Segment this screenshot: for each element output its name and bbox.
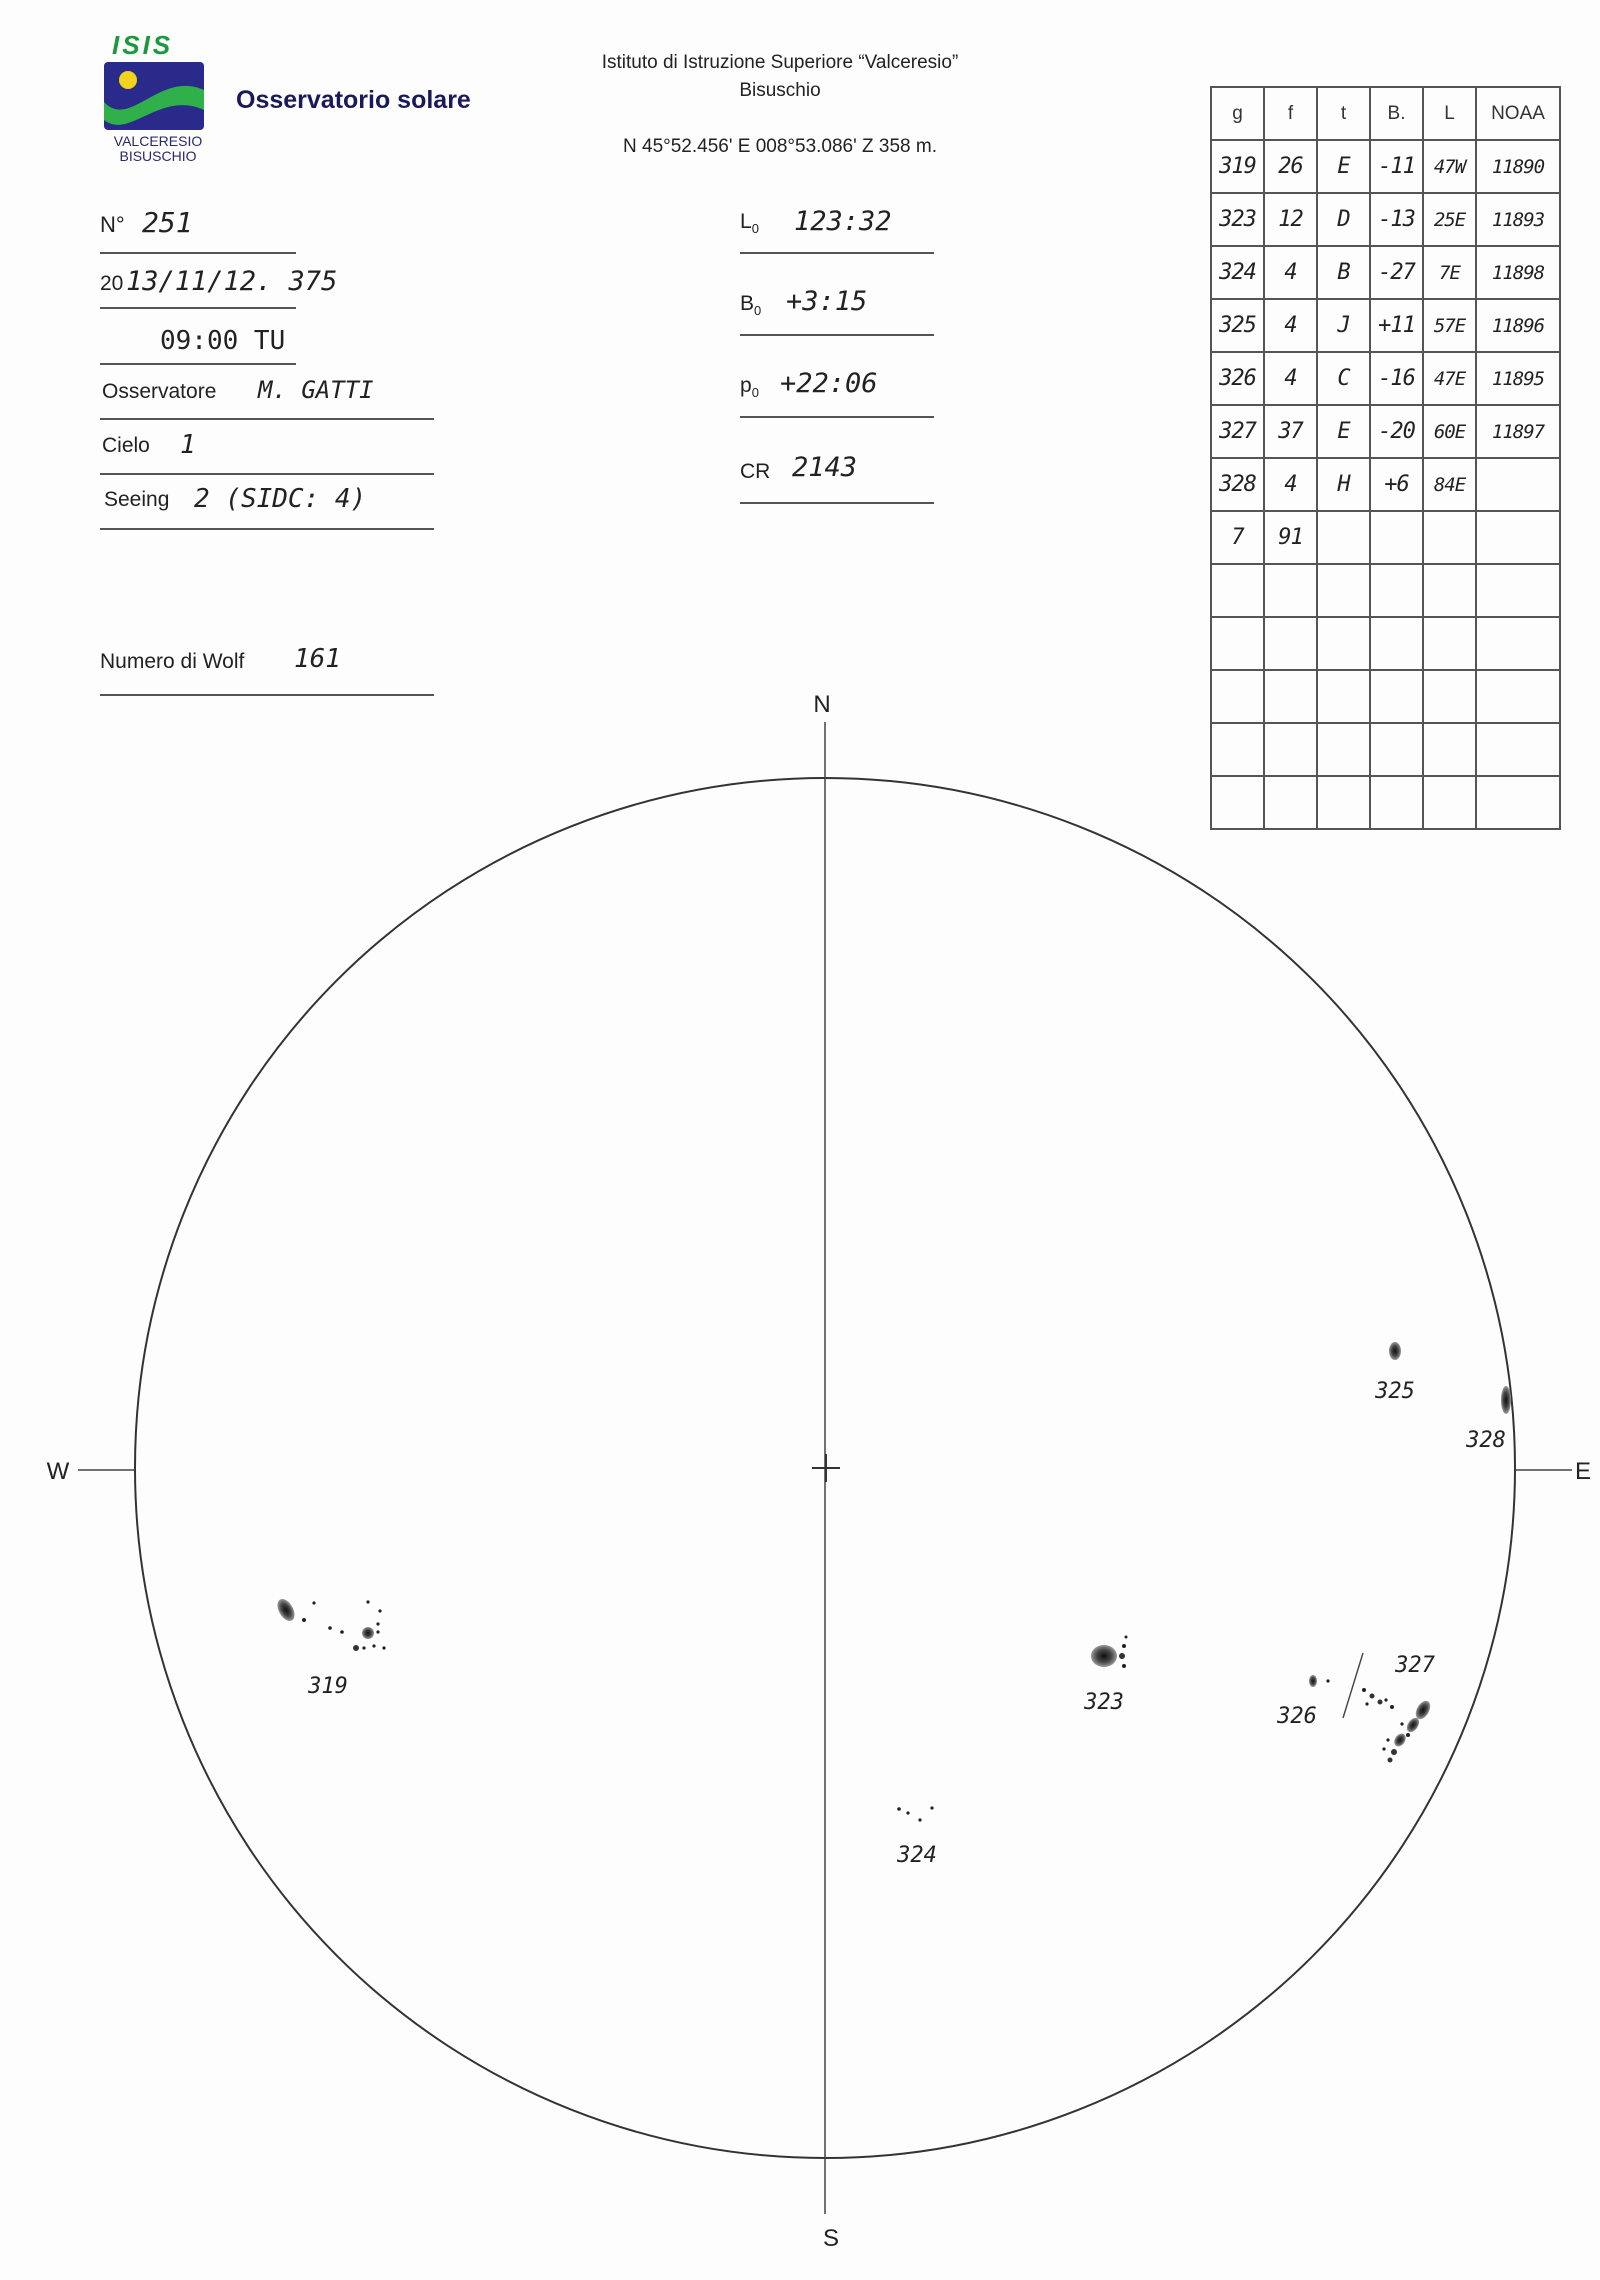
- cell-b: -11: [1370, 140, 1423, 193]
- cell-f: 12: [1264, 193, 1317, 246]
- l0-label-text: L: [740, 210, 752, 233]
- date-prefix: 20: [100, 272, 124, 295]
- cell-b: -27: [1370, 246, 1423, 299]
- cell-b: +11: [1370, 299, 1423, 352]
- cell-f: 4: [1264, 352, 1317, 405]
- cell-g: 325: [1211, 299, 1264, 352]
- b0-value: +3:15: [786, 286, 868, 317]
- south-label: S: [822, 2225, 840, 2252]
- cell-l: 47E: [1423, 352, 1476, 405]
- number-value: 251: [142, 206, 193, 239]
- sunspot-group-326: [1309, 1675, 1330, 1687]
- cell-noaa: 11890: [1476, 140, 1560, 193]
- sky-value: 1: [180, 430, 196, 460]
- group-label-326: 326: [1277, 1704, 1317, 1729]
- cr-label: CR: [740, 460, 771, 483]
- west-label: W: [46, 1458, 70, 1485]
- b0-label-text: B: [740, 292, 755, 315]
- cell-b: +6: [1370, 458, 1423, 511]
- logo-subtitle-line2: BISUSCHIO: [119, 148, 197, 164]
- group-label-323: 323: [1084, 1690, 1124, 1715]
- north-label: N: [813, 691, 831, 718]
- cell-t: D: [1317, 193, 1370, 246]
- cell-f: 4: [1264, 299, 1317, 352]
- cell-t: E: [1317, 405, 1370, 458]
- seeing-value: 2 (SIDC: 4): [194, 484, 367, 514]
- cell-g: 319: [1211, 140, 1264, 193]
- cell-f: 4: [1264, 458, 1317, 511]
- cell-f: 26: [1264, 140, 1317, 193]
- sunspot-group-319: [274, 1596, 386, 1651]
- l0-value: 123:32: [794, 206, 892, 237]
- cell-g: 324: [1211, 246, 1264, 299]
- col-header-b: B.: [1370, 87, 1423, 140]
- cell-l: 7E: [1423, 246, 1476, 299]
- cell-l: 47W: [1423, 140, 1476, 193]
- east-label: E: [1574, 1458, 1592, 1485]
- institute-name: Istituto di Istruzione Superiore “Valceresio”: [601, 52, 959, 73]
- sunspot-group-325: [1389, 1342, 1401, 1360]
- cell-t: E: [1317, 140, 1370, 193]
- number-label: N°: [100, 212, 125, 237]
- logo-subtitle-line1: VALCERESIO: [113, 133, 203, 149]
- cell-b: -16: [1370, 352, 1423, 405]
- group-label-319: 319: [308, 1674, 348, 1699]
- p0-value: +22:06: [780, 368, 878, 399]
- observer-label: Osservatore: [102, 380, 217, 403]
- cell-g: 328: [1211, 458, 1264, 511]
- p0-label-sub: 0: [751, 385, 759, 401]
- wolf-label: Numero di Wolf: [100, 650, 245, 673]
- institute-town: Bisuschio: [739, 80, 821, 101]
- cell-f: 4: [1264, 246, 1317, 299]
- b0-label-sub: 0: [754, 303, 762, 319]
- observatory-title: Osservatorio solare: [236, 86, 471, 114]
- cell-b: -20: [1370, 405, 1423, 458]
- p0-label-text: p: [740, 374, 752, 397]
- col-header-t: t: [1317, 87, 1370, 140]
- sunspot-group-324: [897, 1806, 933, 1821]
- cell-noaa: 11895: [1476, 352, 1560, 405]
- date-value: 13/11/12. 375: [126, 266, 338, 297]
- cell-noaa: 11898: [1476, 246, 1560, 299]
- sunspot-group-328: [1501, 1386, 1511, 1414]
- wolf-value: 161: [294, 644, 341, 674]
- cell-t: B: [1317, 246, 1370, 299]
- sunspot-group-323: [1091, 1636, 1128, 1669]
- logo-text: ISIS: [112, 30, 174, 60]
- cell-l: 25E: [1423, 193, 1476, 246]
- cell-g: 7: [1211, 511, 1264, 564]
- group-label-328: 328: [1466, 1428, 1506, 1453]
- observatory-coordinates: N 45°52.456' E 008°53.086' Z 358 m.: [623, 136, 937, 157]
- cell-l: 60E: [1423, 405, 1476, 458]
- col-header-noaa: NOAA: [1476, 87, 1560, 140]
- group-label-325: 325: [1375, 1379, 1415, 1404]
- cr-value: 2143: [792, 452, 858, 483]
- cell-t: J: [1317, 299, 1370, 352]
- cell-g: 323: [1211, 193, 1264, 246]
- group-label-324: 324: [897, 1843, 937, 1868]
- time-value: 09:00 TU: [160, 326, 286, 356]
- col-header-l: L: [1423, 87, 1476, 140]
- cell-l: 84E: [1423, 458, 1476, 511]
- cell-noaa: 11896: [1476, 299, 1560, 352]
- cell-b: -13: [1370, 193, 1423, 246]
- cell-g: 326: [1211, 352, 1264, 405]
- col-header-f: f: [1264, 87, 1317, 140]
- cell-f: 91: [1264, 511, 1317, 564]
- cell-noaa: 11897: [1476, 405, 1560, 458]
- cell-noaa: 11893: [1476, 193, 1560, 246]
- cell-l: 57E: [1423, 299, 1476, 352]
- col-header-g: g: [1211, 87, 1264, 140]
- sky-label: Cielo: [102, 434, 150, 457]
- seeing-label: Seeing: [104, 488, 170, 511]
- observer-value: M. GATTI: [258, 376, 374, 404]
- group-label-327: 327: [1395, 1653, 1435, 1678]
- cell-t: H: [1317, 458, 1370, 511]
- cell-t: C: [1317, 352, 1370, 405]
- cell-g: 327: [1211, 405, 1264, 458]
- cell-f: 37: [1264, 405, 1317, 458]
- l0-label-sub: 0: [751, 221, 759, 237]
